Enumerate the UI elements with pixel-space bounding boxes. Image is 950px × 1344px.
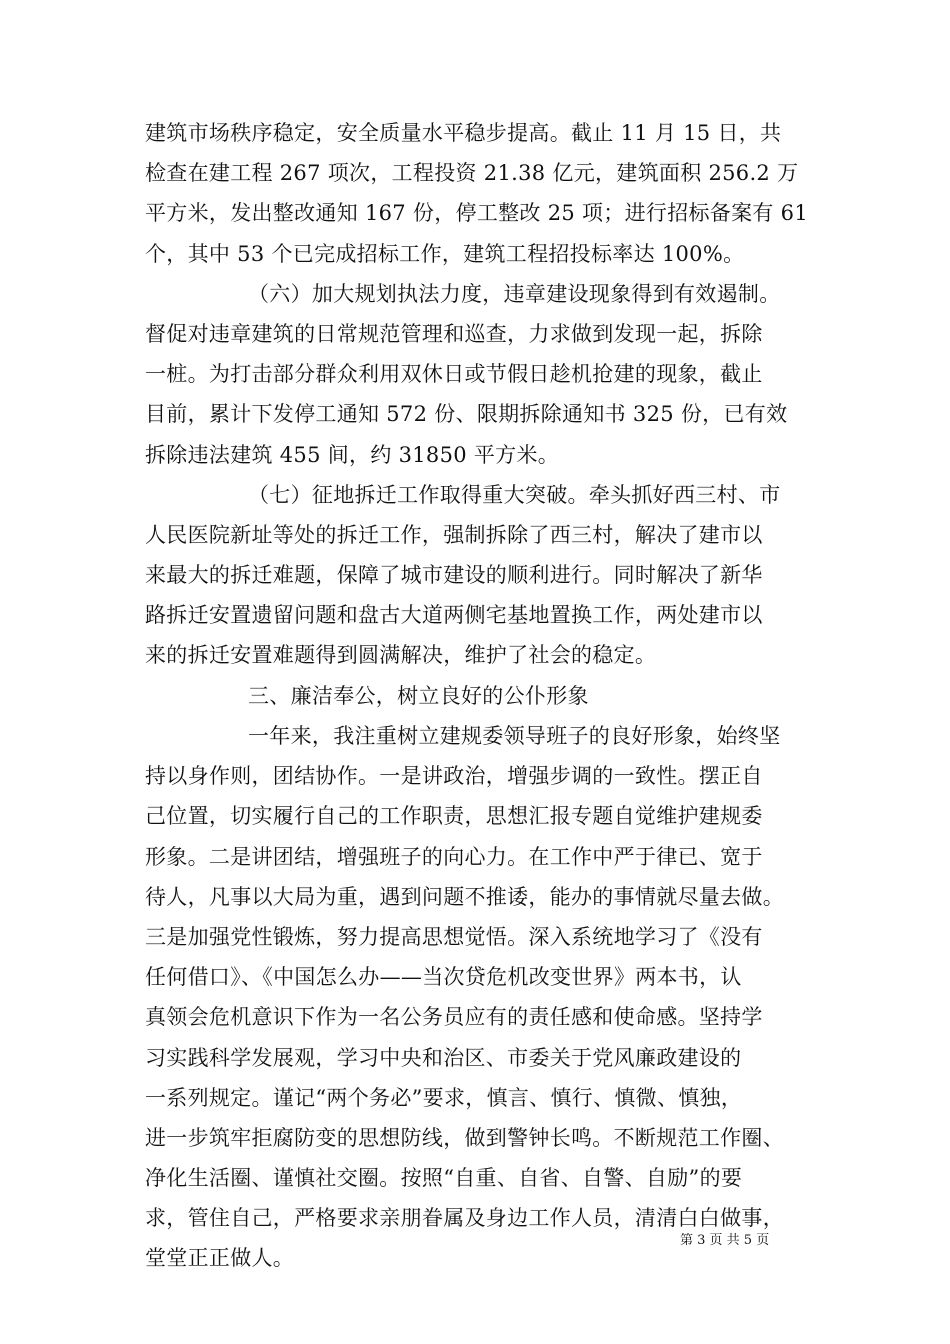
text-line: 求，管住自己，严格要求亲朋眷属及身边工作人员，清清白白做事，	[145, 1206, 784, 1230]
text-line: 待人，凡事以大局为重，遇到问题不推诿，能办的事情就尽量去做。	[145, 885, 784, 909]
text-line: 个，其中 53 个已完成招标工作，建筑工程招投标率达 100%。	[145, 242, 745, 266]
text-line: 己位置，切实履行自己的工作职责，思想汇报专题自觉维护建规委	[145, 804, 763, 828]
text-line: 形象。二是讲团结，增强班子的向心力。在工作中严于律已、宽于	[145, 845, 763, 869]
text-line: 进一步筑牢拒腐防变的思想防线，做到警钟长鸣。不断规范工作圈、	[145, 1126, 784, 1150]
text-line: 真领会危机意识下作为一名公务员应有的责任感和使命感。坚持学	[145, 1005, 763, 1029]
text-line: 建筑市场秩序稳定，安全质量水平稳步提高。截止 11 月 15 日，共	[145, 121, 782, 145]
text-line: 净化生活圈、谨慎社交圈。按照“自重、自省、自警、自励”的要	[145, 1166, 743, 1190]
text-line: 目前，累计下发停工通知 572 份、限期拆除通知书 325 份，已有效	[145, 402, 788, 426]
text-line: 路拆迁安置遗留问题和盘古大道两侧宅基地置换工作，两处建市以	[145, 603, 763, 627]
page-number: 第 3 页 共 5 页	[680, 1233, 770, 1248]
chapter-heading: 三、廉洁奉公，树立良好的公仆形象	[248, 684, 589, 708]
text-line: 持以身作则，团结协作。一是讲政治，增强步调的一致性。摆正自	[145, 764, 763, 788]
text-line: 来的拆迁安置难题得到圆满解决，维护了社会的稳定。	[145, 643, 657, 667]
text-line: 督促对违章建筑的日常规范管理和巡查，力求做到发现一起，拆除	[145, 322, 763, 346]
text-line: 三是加强党性锻炼，努力提高思想觉悟。深入系统地学习了《没有	[145, 925, 763, 949]
text-line: 一年来，我注重树立建规委领导班子的良好形象，始终坚	[248, 724, 781, 748]
text-line: 习实践科学发展观，学习中央和治区、市委关于党风廉政建设的	[145, 1046, 742, 1070]
text-line: 一系列规定。谨记“两个务必”要求，慎言、慎行、慎微、慎独，	[145, 1086, 743, 1110]
section-heading: （六）加大规划执法力度，违章建设现象得到有效遏制。	[248, 282, 781, 306]
text-line: 来最大的拆迁难题，保障了城市建设的顺利进行。同时解决了新华	[145, 563, 763, 587]
section-heading: （七）征地拆迁工作取得重大突破。牵头抓好西三村、市	[248, 483, 781, 507]
text-line: 平方米，发出整改通知 167 份，停工整改 25 项；进行招标备案有 61	[145, 201, 808, 225]
text-line: 一桩。为打击部分群众利用双休日或节假日趁机抢建的现象，截止	[145, 362, 763, 386]
text-line: 任何借口》、《中国怎么办——当次贷危机改变世界》两本书，认	[145, 965, 742, 989]
text-line: 堂堂正正做人。	[145, 1246, 295, 1270]
text-line: 检查在建工程 267 项次，工程投资 21.38 亿元，建筑面积 256.2 万	[145, 161, 799, 185]
text-line: 拆除违法建筑 455 间，约 31850 平方米。	[145, 443, 560, 467]
text-line: 人民医院新址等处的拆迁工作，强制拆除了西三村，解决了建市以	[145, 523, 763, 547]
